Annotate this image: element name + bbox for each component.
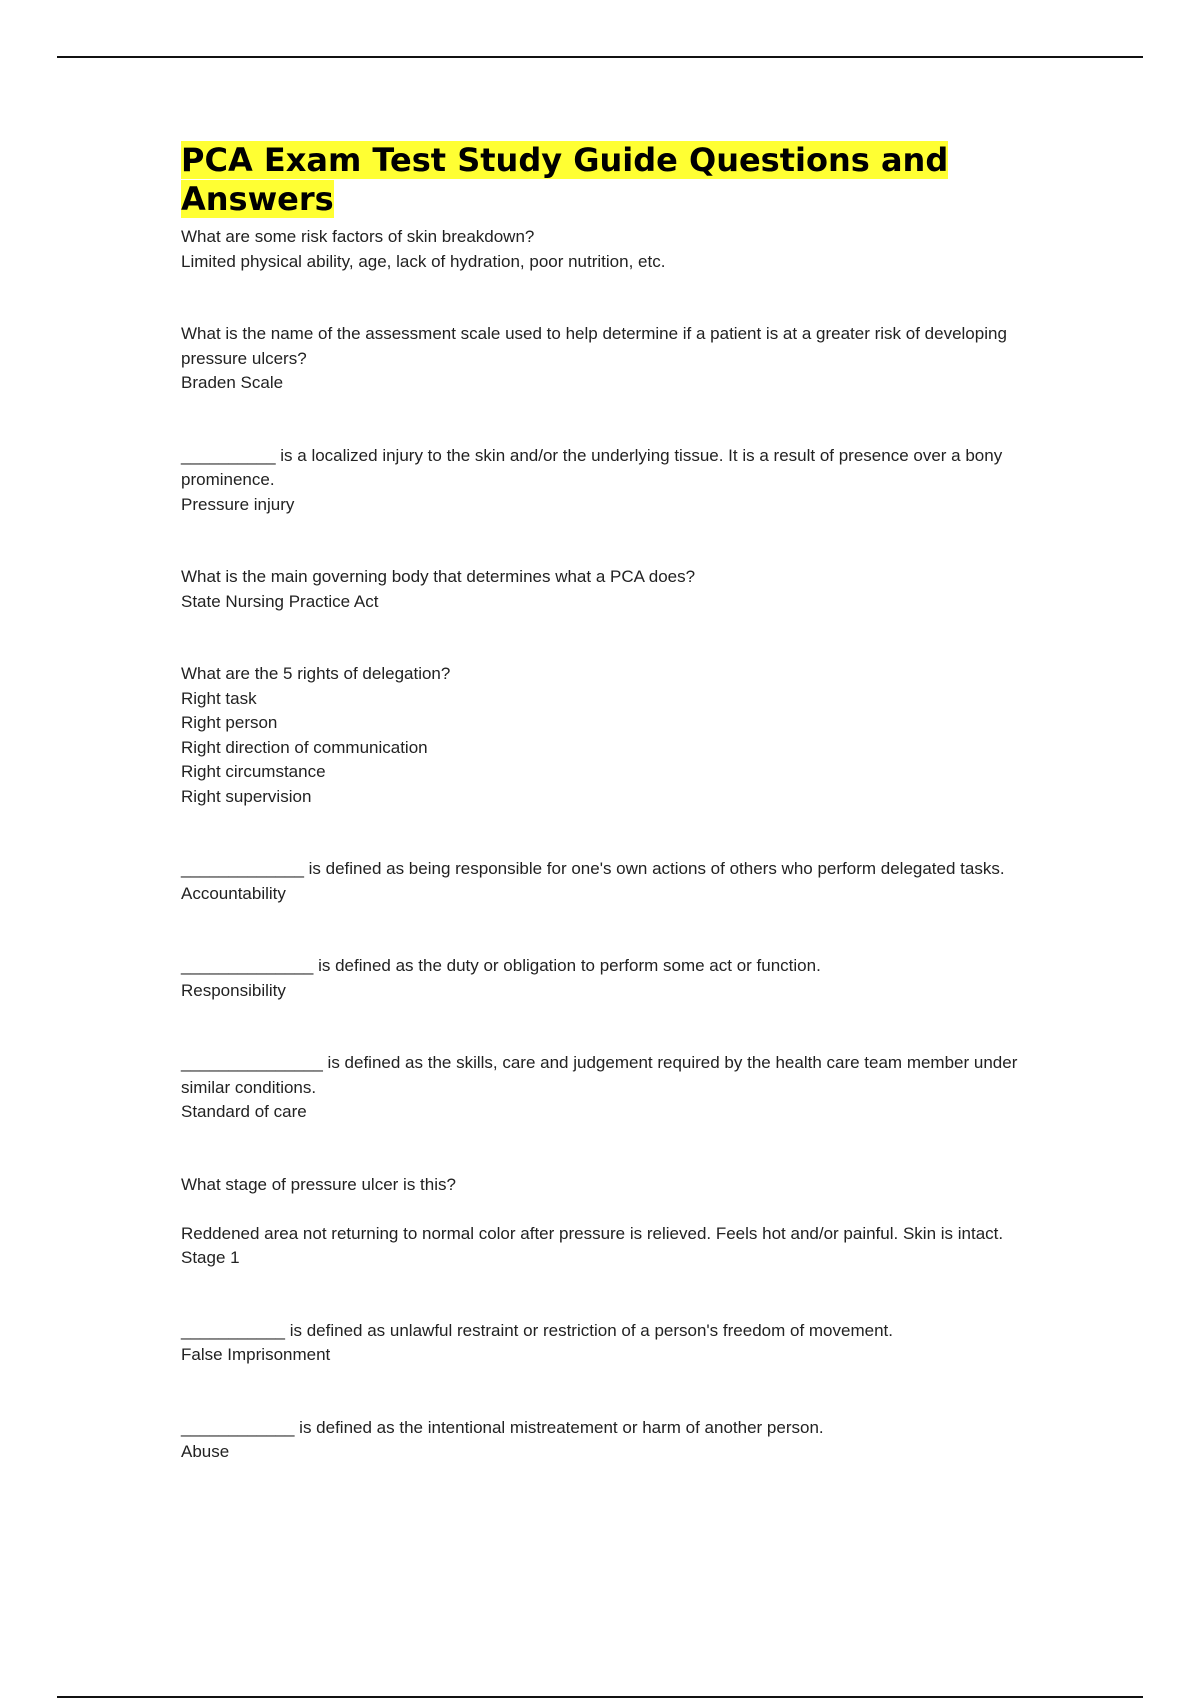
answer-text: Braden Scale bbox=[181, 373, 284, 392]
answer-text: Right circumstance bbox=[181, 762, 326, 781]
blank-line bbox=[181, 1197, 1031, 1222]
question-text: _____________ is defined as being responsible for one's own actions of others who perform delegated tasks. bbox=[181, 859, 1005, 878]
answer-text: State Nursing Practice Act bbox=[181, 591, 379, 611]
answer-text: Pressure injury bbox=[181, 494, 295, 514]
answer-text: Right person bbox=[181, 713, 278, 732]
qa-item bbox=[181, 954, 1031, 1003]
qa-item bbox=[181, 225, 1031, 274]
question-text: What is the name of the assessment scale used to help determine if a patient is at a greater risk of developing pressure ulcers? bbox=[181, 324, 1007, 368]
qa-item bbox=[181, 1319, 1031, 1368]
title-highlight: PCA Exam Test Study Guide Questions and Answers bbox=[181, 141, 949, 218]
question-text: _______________ is defined as the skills, care and judgement required by the health care team member under similar conditions. bbox=[181, 1053, 1018, 1097]
answer-text: Responsibility bbox=[181, 980, 286, 1000]
question-text: ___________ is defined as unlawful restraint or restriction of a person's freedom of movement. bbox=[181, 1320, 893, 1340]
question-text: ______________ is defined as the duty or obligation to perform some act or function. bbox=[181, 956, 821, 975]
question-text: What are some risk factors of skin breakdown? bbox=[181, 227, 535, 246]
question-detail: Reddened area not returning to normal color after pressure is relieved. Feels hot and/or painful. Skin is intact. bbox=[181, 1223, 1004, 1243]
question-text: What is the main governing body that determines what a PCA does? bbox=[181, 567, 696, 586]
answer-text: Stage 1 bbox=[181, 1248, 240, 1267]
qa-item bbox=[181, 1416, 1031, 1465]
answer-text: Right supervision bbox=[181, 786, 312, 806]
answer-text: Accountability bbox=[181, 883, 286, 903]
qa-item bbox=[181, 1051, 1031, 1125]
answer-text: Standard of care bbox=[181, 1102, 307, 1121]
qa-item bbox=[181, 444, 1031, 518]
bottom-rule bbox=[57, 1696, 1143, 1698]
document-title bbox=[181, 141, 1031, 219]
qa-item bbox=[181, 1173, 1031, 1271]
question-text: __________ is a localized injury to the skin and/or the underlying tissue. It is a result of presence over a bony prominence. bbox=[181, 445, 1003, 489]
qa-item bbox=[181, 565, 1031, 614]
document-body bbox=[181, 141, 1031, 1513]
qa-item bbox=[181, 857, 1031, 906]
question-text: ____________ is defined as the intentional mistreatement or harm of another person. bbox=[181, 1417, 824, 1437]
qa-item bbox=[181, 662, 1031, 809]
answer-text: Limited physical ability, age, lack of hydration, poor nutrition, etc. bbox=[181, 251, 666, 271]
question-text: What stage of pressure ulcer is this? bbox=[181, 1174, 456, 1194]
top-rule bbox=[57, 56, 1143, 58]
answer-text: False Imprisonment bbox=[181, 1345, 331, 1364]
question-text: What are the 5 rights of delegation? bbox=[181, 664, 451, 683]
qa-item bbox=[181, 322, 1031, 396]
answer-text: Right task bbox=[181, 688, 257, 708]
answer-text: Abuse bbox=[181, 1442, 230, 1461]
qa-list bbox=[181, 225, 1031, 1465]
answer-text: Right direction of communication bbox=[181, 737, 428, 757]
